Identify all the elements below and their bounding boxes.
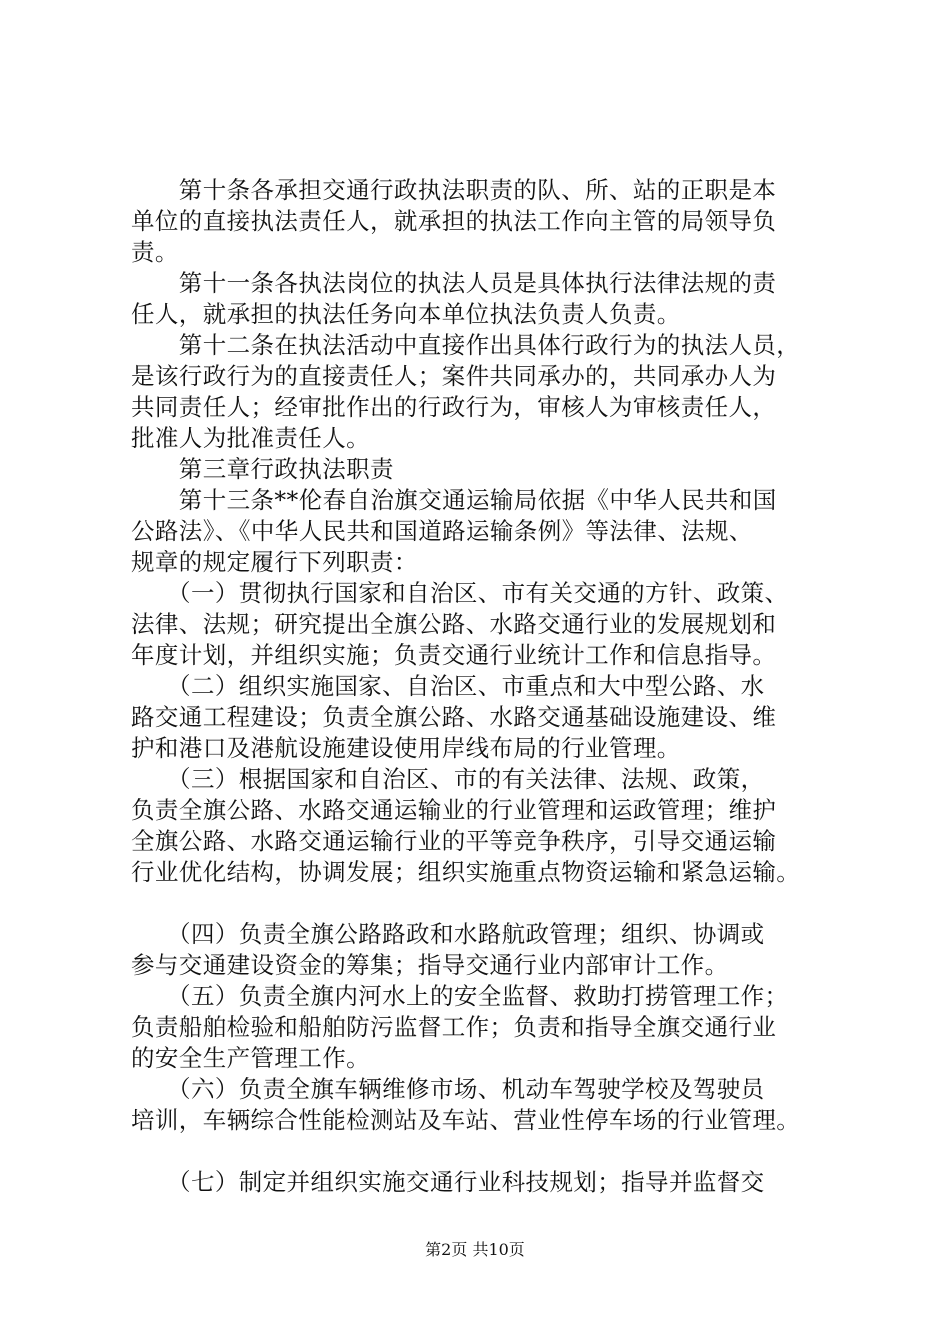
chapter-heading: 第三章行政执法职责 [131, 455, 394, 483]
text-line: （七）制定并组织实施交通行业科技规划；指导并监督交 [131, 1168, 765, 1196]
text-line: 批准人为批准责任人。 [131, 424, 370, 452]
text-line: 单位的直接执法责任人，就承担的执法工作向主管的局领导负 [131, 207, 777, 235]
text-line: 第十三条**伦春自治旗交通运输局依据《中华人民共和国 [131, 486, 777, 514]
blank-line [131, 888, 843, 919]
text-line: 任人，就承担的执法任务向本单位执法负责人负责。 [131, 300, 681, 328]
text-line: （六）负责全旗车辆维修市场、机动车驾驶学校及驾驶员 [131, 1075, 765, 1103]
page-number-footer: 第2页 共10页 [425, 1240, 525, 1259]
text-line: 第十一条各执法岗位的执法人员是具体执行法律法规的责 [131, 269, 777, 297]
text-line: 法律、法规；研究提出全旗公路、水路交通行业的发展规划和 [131, 610, 777, 638]
text-line: （三）根据国家和自治区、市的有关法律、法规、政策， [131, 765, 765, 793]
text-line: 负责全旗公路、水路交通运输业的行业管理和运政管理；维护 [131, 796, 777, 824]
text-line: 护和港口及港航设施建设使用岸线布局的行业管理。 [131, 734, 681, 762]
document-body [131, 175, 843, 1198]
text-line: 全旗公路、水路交通运输行业的平等竞争秩序，引导交通运输 [131, 827, 777, 855]
text-line: 责。 [131, 238, 179, 266]
text-line: 行业优化结构，协调发展；组织实施重点物资运输和紧急运输。 [131, 858, 801, 886]
text-line: 的安全生产管理工作。 [131, 1044, 370, 1072]
text-line: （四）负责全旗公路路政和水路航政管理；组织、协调或 [131, 920, 765, 948]
text-line: 共同责任人；经审批作出的行政行为，审核人为审核责任人， [131, 393, 777, 421]
text-line: 是该行政行为的直接责任人；案件共同承办的，共同承办人为 [131, 362, 777, 390]
text-line: 培训，车辆综合性能检测站及车站、营业性停车场的行业管理。 [131, 1106, 801, 1134]
blank-line [131, 1136, 843, 1167]
text-line: 参与交通建设资金的筹集；指导交通行业内部审计工作。 [131, 951, 729, 979]
text-line: （一）贯彻执行国家和自治区、市有关交通的方针、政策、 [131, 579, 789, 607]
text-line: 第十条各承担交通行政执法职责的队、所、站的正职是本 [131, 176, 777, 204]
text-line: 年度计划，并组织实施；负责交通行业统计工作和信息指导。 [131, 641, 777, 669]
text-line: 负责船舶检验和船舶防污监督工作；负责和指导全旗交通行业 [131, 1013, 777, 1041]
text-line: （二）组织实施国家、自治区、市重点和大中型公路、水 [131, 672, 765, 700]
text-line: 公路法》、《中华人民共和国道路运输条例》等法律、法规、 [131, 517, 753, 545]
text-line: 路交通工程建设；负责全旗公路、水路交通基础设施建设、维 [131, 703, 777, 731]
text-line: （五）负责全旗内河水上的安全监督、救助打捞管理工作； [131, 982, 789, 1010]
text-line: 规章的规定履行下列职责： [131, 548, 418, 576]
text-line: 第十二条在执法活动中直接作出具体行政行为的执法人员， [131, 331, 801, 359]
